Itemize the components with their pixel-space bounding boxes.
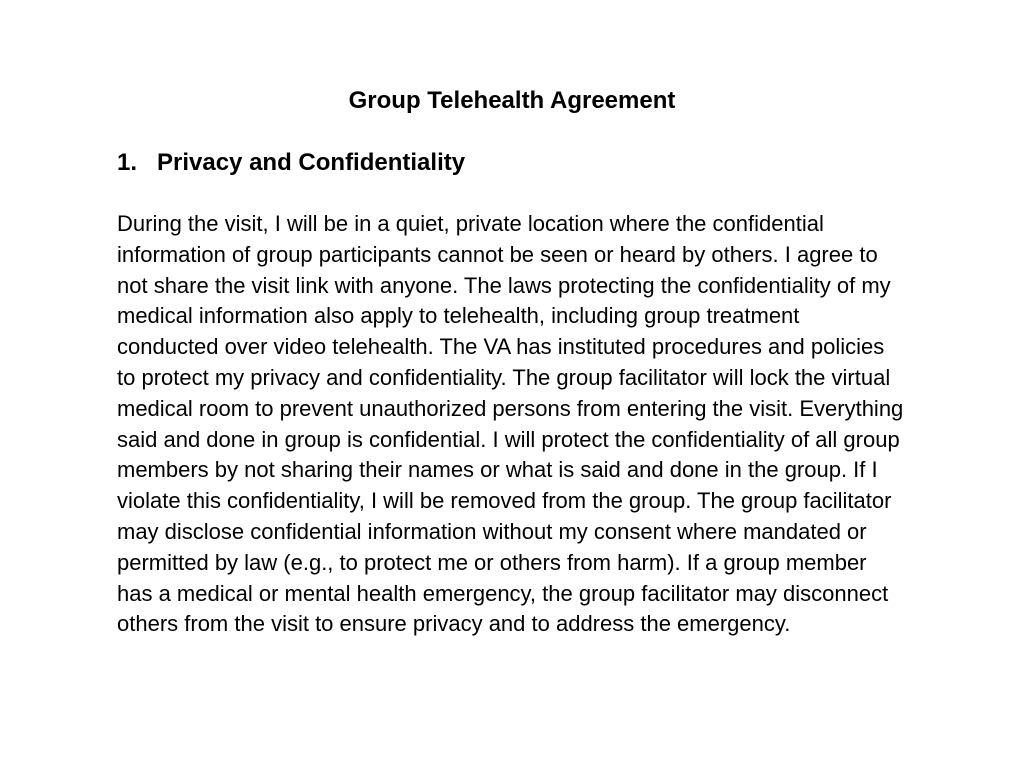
section-heading	[117, 146, 465, 180]
section-heading-text: Privacy and Confidentiality	[157, 149, 466, 176]
section-body-paragraph: During the visit, I will be in a quiet, private location where the confidential information of group participants cannot be seen or heard by others. I agree to not share the visit link with anyone. The laws protecting the confidentiality of my medical information also apply to telehealth, including group treatment conducted over video telehealth. The VA has instituted procedures and policies to protect my privacy and confidentiality. The group facilitator will lock the virtual medical room to prevent unauthorized persons from entering the visit. Everything said and done in group is confidential. I will protect the confidentiality of all group members by not sharing their names or what is said and done in the group. If I violate this confidentiality, I will be removed from the group. The group facilitator may disclose confidential information without my consent where mandated or permitted by law (e.g., to protect me or others from harm). If a group member has a medical or mental health emergency, the group facilitator may disconnect others from the visit to ensure privacy and to address the emergency.	[117, 211, 904, 637]
section-number: 1.	[117, 149, 138, 176]
document-title: Group Telehealth Agreement	[348, 87, 676, 114]
